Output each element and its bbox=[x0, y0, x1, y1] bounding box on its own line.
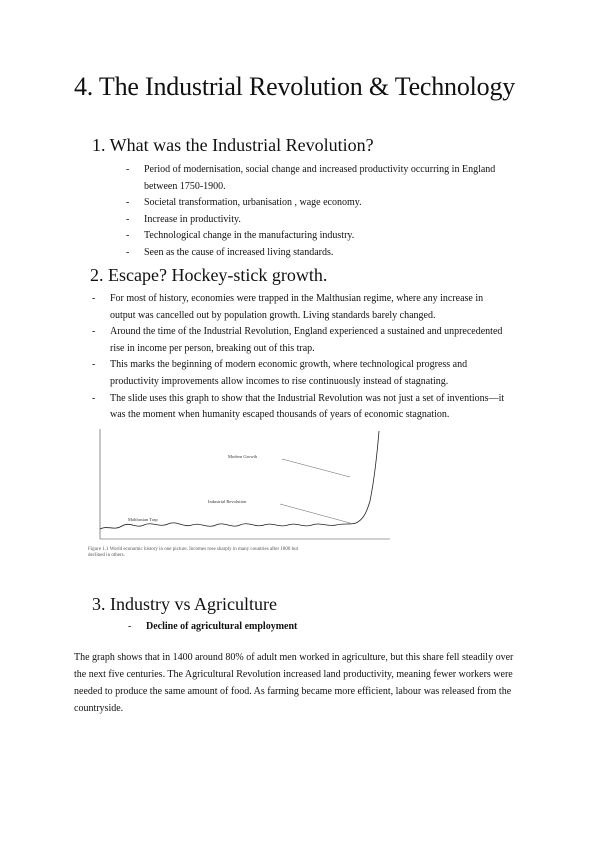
list-item: - Around the time of the Industrial Revolution, England experienced a sustained and unprecedented rise in income per person, breaking out of this trap. bbox=[92, 326, 503, 354]
industrial-pointer bbox=[280, 504, 350, 523]
list-item: - For most of history, economies were trapped in the Malthusian regime, where any increase in output was cancelled out by population growth. Living standards barely changed. bbox=[92, 293, 484, 321]
list-item: - Period of modernisation, social change and increased productivity occurring in England between 1750-1900. bbox=[126, 164, 496, 192]
hockey-stick-figure bbox=[88, 425, 398, 563]
income-curve bbox=[100, 431, 379, 529]
malthusian-trap-label: Malthusian Trap bbox=[128, 517, 158, 522]
subheading-text: Decline of agricultural employment bbox=[146, 621, 298, 632]
list-item: - Increase in productivity. bbox=[126, 213, 241, 225]
bullet-text: Increase in productivity. bbox=[144, 213, 241, 225]
bullet-text: This marks the beginning of modern economic growth, where technological progress and productivity improvements allow incomes to rise continuously instead of stagnating. bbox=[110, 359, 468, 387]
list-item: - This marks the beginning of modern economic growth, where technological progress and productivity improvements allow incomes to rise continuously instead of stagnating. bbox=[92, 359, 468, 387]
modern-growth-pointer bbox=[282, 459, 350, 477]
list-item: - The slide uses this graph to show that the Industrial Revolution was not just a set of inventions—it was the moment when humanity escaped thousands of years of economic stagnation. bbox=[92, 392, 505, 421]
section1-bullet-list bbox=[126, 162, 524, 262]
bullet-text: The slide uses this graph to show that the Industrial Revolution was not just a set of inventions—it was the moment when humanity escaped thousands of years of economic stagnation. bbox=[110, 392, 505, 421]
bullet-text: Period of modernisation, social change and increased productivity occurring in England between 1750-1900. bbox=[144, 164, 496, 192]
bullet-text: Technological change in the manufacturing industry. bbox=[144, 230, 355, 242]
list-item: - Technological change in the manufacturing industry. bbox=[126, 230, 355, 242]
bullet-text: Seen as the cause of increased living standards. bbox=[144, 246, 334, 258]
page-title: 4. The Industrial Revolution & Technology bbox=[74, 72, 516, 101]
section3-paragraph: The graph shows that in 1400 around 80% of adult men worked in agriculture, but this share fell steadily over the next five centuries. The Agricultural Revolution increased land productivity, meaning fewer workers were needed to produce the same amount of food. As farming became more efficient, labour was released from the countryside. bbox=[74, 652, 514, 714]
bullet-text: Societal transformation, urbanisation , wage economy. bbox=[144, 197, 362, 209]
bullet-text: Around the time of the Industrial Revolution, England experienced a sustained and unprecedented rise in income per person, breaking out of this trap. bbox=[110, 326, 503, 354]
bullet-text: For most of history, economies were trapped in the Malthusian regime, where any increase in output was cancelled out by population growth. Living standards barely changed. bbox=[110, 293, 484, 321]
list-item: - Seen as the cause of increased living standards. bbox=[126, 246, 334, 258]
modern-growth-label: Modern Growth bbox=[228, 454, 258, 459]
section-heading-what-was-ir: 1. What was the Industrial Revolution? bbox=[92, 135, 374, 155]
figure-caption: Figure 1.1 World economic history in one picture. Incomes rose sharply in many countries after 1800 but declined in others. bbox=[88, 547, 299, 558]
section2-bullet-list bbox=[92, 291, 510, 424]
list-item: - Societal transformation, urbanisation , wage economy. bbox=[126, 197, 362, 209]
industrial-revolution-label: Industrial Revolution bbox=[208, 499, 247, 504]
section-heading-escape: 2. Escape? Hockey-stick growth. bbox=[90, 265, 328, 285]
subheading-agricultural-employment: - Decline of agricultural employment bbox=[128, 621, 298, 632]
section-heading-industry-vs-agriculture: 3. Industry vs Agriculture bbox=[92, 594, 277, 614]
